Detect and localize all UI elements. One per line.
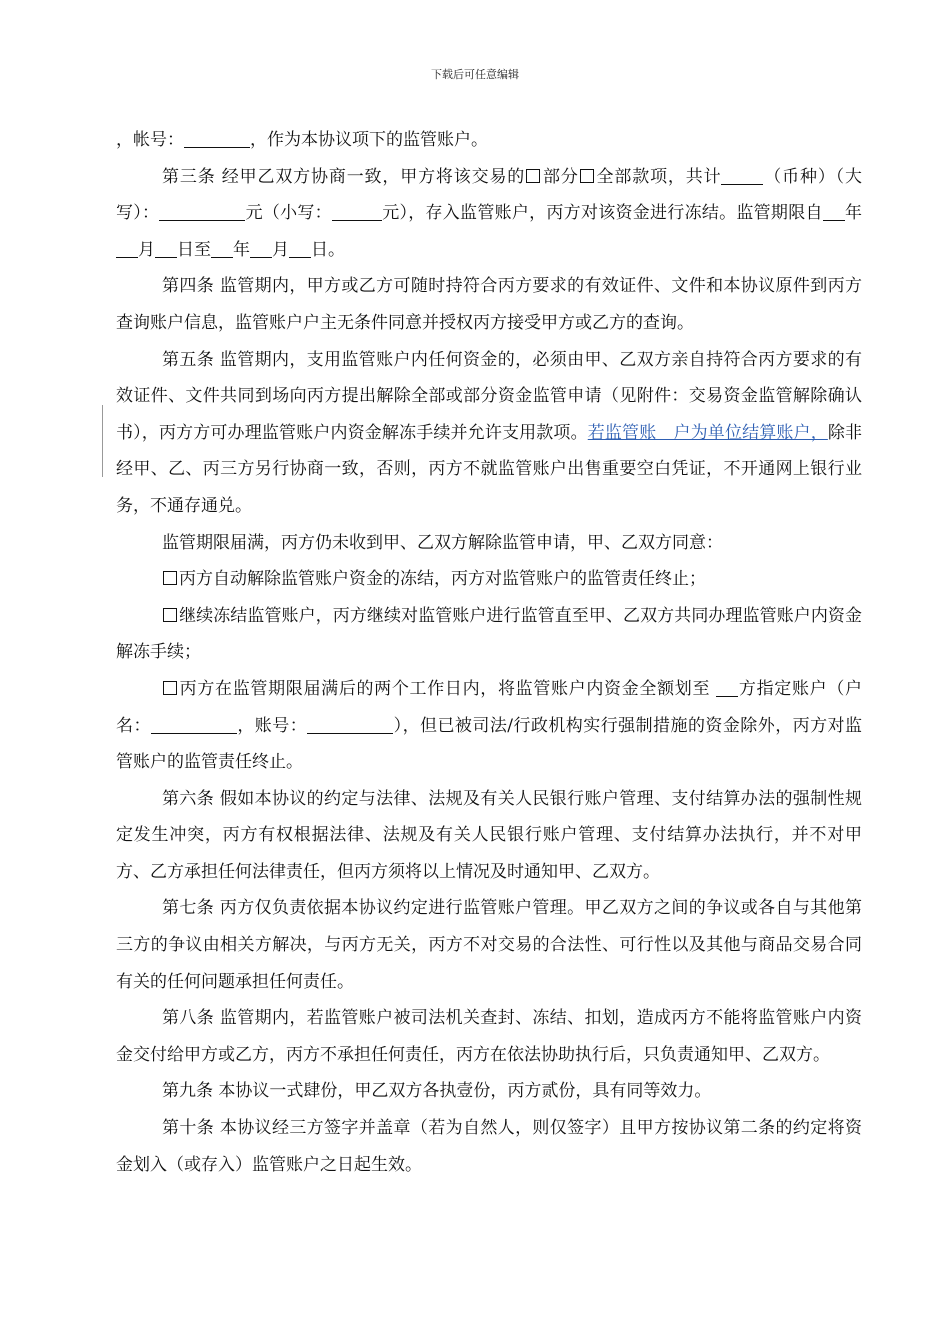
checkbox-auto-release[interactable]	[163, 571, 177, 585]
blank-designated-account[interactable]	[307, 715, 393, 734]
paragraph-article-4: 第四条 监管期内，甲方或乙方可随时持符合丙方要求的有效证件、文件和本协议原件到丙方查询账户信息，监管账户户主无条件同意并授权丙方接受甲方或乙方的查询。	[116, 276, 862, 333]
blank-account-name[interactable]	[151, 715, 237, 734]
blank-start-month[interactable]	[116, 239, 138, 258]
option-transfer-funds: 丙方在监管期限届满后的两个工作日内，将监管账户内资金全额划至 方指定账户（户名： ，账号： ），但已被司法/行政机构实行强制措施的资金除外，丙方对监管账户的监管责任终止。	[116, 678, 863, 773]
paragraph-article-6: 第六条 假如本协议的约定与法律、法规及有关人民银行账户管理、支付结算办法的强制性规定发生冲突，丙方有权根据法律、法规及有关人民银行账户管理、支付结算办法执行，并不对甲方、乙方承担任何法律责任，但丙方须将以上情况及时通知甲、乙双方。	[116, 788, 862, 882]
checkbox-continue-freeze[interactable]	[163, 608, 177, 622]
blank-currency[interactable]	[721, 166, 763, 185]
blank-end-month[interactable]	[250, 239, 272, 258]
paragraph-article-10: 第十条 本协议经三方签字并盖章（若为自然人，则仅签字）且甲方按协议第二条的约定将资金划入（或存入）监管账户之日起生效。	[116, 1118, 862, 1175]
blank-amount-lowercase[interactable]	[332, 202, 382, 221]
page-header: 下载后可任意编辑	[431, 68, 519, 81]
blank-end-day[interactable]	[289, 239, 311, 258]
checkbox-full[interactable]	[580, 169, 594, 183]
paragraph-article-5: 第五条 监管期内，支用监管账户内任何资金的，必须由甲、乙双方亲自持符合丙方要求的有效证件、文件共同到场向丙方提出解除全部或部分资金监管申请（见附件：交易资金监管解除确认书），丙方方可办理监管账户内资金解冻手续并允许支用款项。若监管账 户为单位结算账户，除非经甲、乙、丙三方另行协商一致，否则，丙方不就监管账户出售重要空白凭证，不开通网上银行业务，不通存通兑。	[116, 349, 863, 516]
paragraph-article-9: 第九条 本协议一式肆份，甲乙双方各执壹份，丙方贰份，具有同等效力。	[162, 1081, 712, 1102]
paragraph-article-7: 第七条 丙方仅负责依据本协议约定进行监管账户管理。甲乙双方之间的争议或各自与其他第三方的争议由相关方解决，与丙方无关，丙方不对交易的合法性、可行性以及其他与商品交易合同有关的任何问题承担任何责任。	[116, 898, 862, 992]
blank-amount-uppercase[interactable]	[159, 202, 245, 221]
blank-start-day[interactable]	[155, 239, 177, 258]
checkbox-transfer-funds[interactable]	[163, 681, 177, 695]
checkbox-partial[interactable]	[526, 169, 540, 183]
revision-link[interactable]: 若监管账 户为单位结算账户，	[587, 422, 828, 443]
paragraph-article-8: 第八条 监管期内，若监管账户被司法机关查封、冻结、扣划，造成丙方不能将监管账户内资金交付给甲方或乙方，丙方不承担任何责任，丙方在依法协助执行后，只负责通知甲、乙双方。	[116, 1008, 862, 1065]
document-body	[116, 122, 862, 1183]
option-auto-release: 丙方自动解除监管账户资金的冻结，丙方对监管账户的监管责任终止；	[116, 561, 862, 598]
paragraph-expiry-terms: 监管期限届满，丙方仍未收到甲、乙双方解除监管申请，甲、乙双方同意：	[162, 532, 723, 553]
blank-account-number[interactable]	[184, 129, 250, 148]
revision-change-bar	[102, 405, 103, 477]
blank-start-year[interactable]	[823, 202, 845, 221]
blank-end-year[interactable]	[211, 239, 233, 258]
blank-party[interactable]	[716, 678, 738, 697]
paragraph-article-3: 第三条 经甲乙双方协商一致，甲方将该交易的 部分 全部款项，共计 （币种）（大写）： 元（小写： 元），存入监管账户，丙方对该资金进行冻结。监管期限自 年月 日至 年 月 日。	[116, 166, 863, 260]
option-continue-freeze: 继续冻结监管账户，丙方继续对监管账户进行监管直至甲、乙双方共同办理监管账户内资金解冻手续；	[116, 605, 862, 663]
paragraph-account-number: ，帐号： ，作为本协议项下的监管账户。	[116, 130, 488, 150]
